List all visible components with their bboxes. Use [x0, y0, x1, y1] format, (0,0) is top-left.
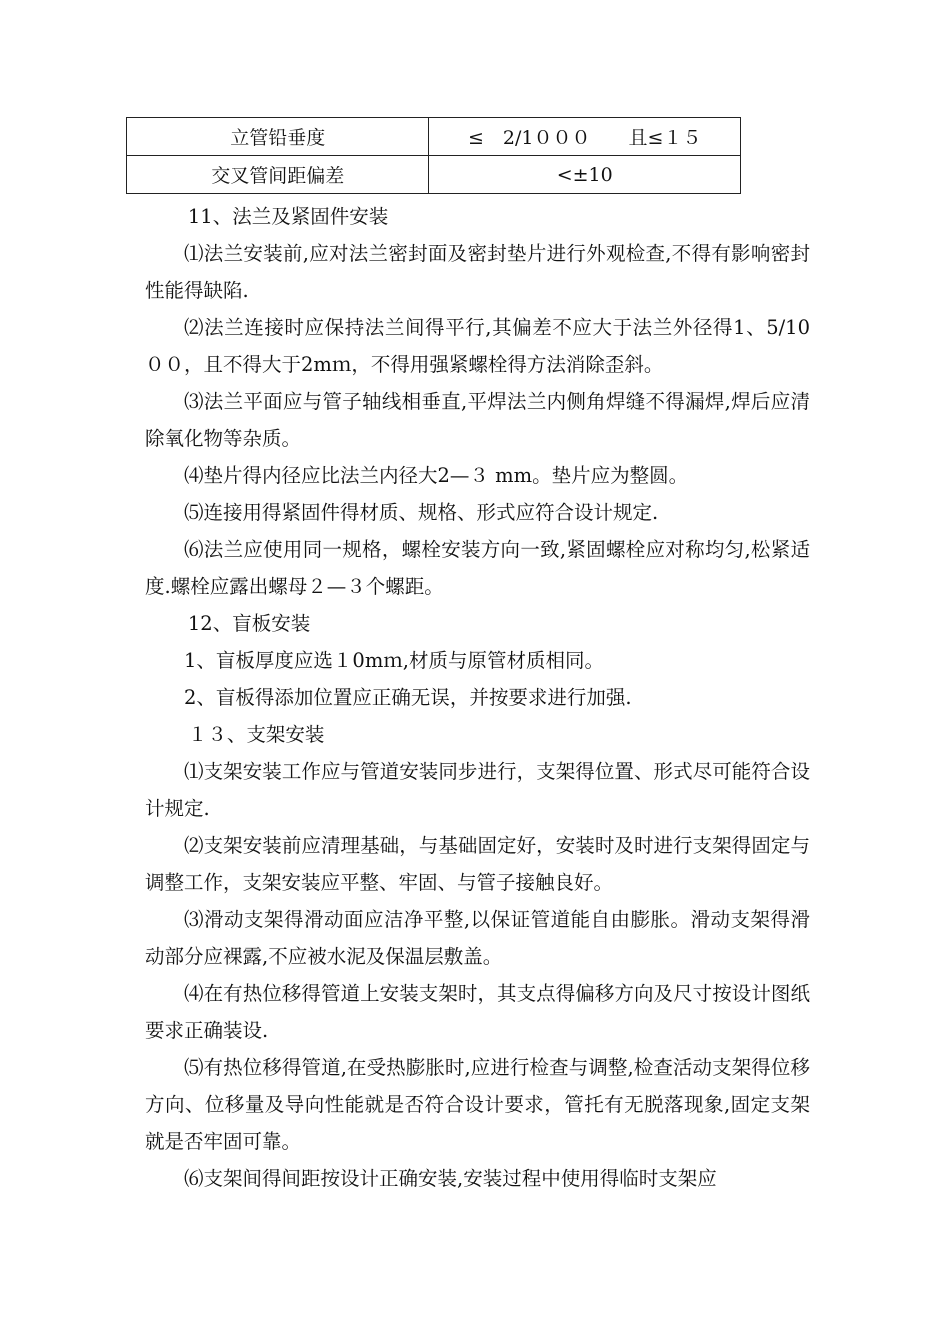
- paragraph: ⑴支架安装工作应与管道安装同步进行，支架得位置、形式尽可能符合设计规定.: [145, 760, 810, 820]
- table-cell-value: ≤ 2/1０００ 且≤１５: [429, 118, 741, 156]
- tolerance-table: [126, 117, 741, 194]
- table-cell-item: 交叉管间距偏差: [127, 156, 429, 194]
- section-heading-flange: 11、法兰及紧固件安装: [187, 205, 389, 228]
- paragraph: ⑴法兰安装前,应对法兰密封面及密封垫片进行外观检查,不得有影响密封性能得缺陷.: [145, 242, 810, 302]
- paragraph: 1、盲板厚度应选１0mｍ,材质与原管材质相同。: [184, 649, 605, 672]
- paragraph: ⑶法兰平面应与管子轴线相垂直,平焊法兰内侧角焊缝不得漏焊,焊后应清除氧化物等杂质。: [145, 390, 810, 450]
- paragraph: ⑵支架安装前应清理基础，与基础固定好，安装时及时进行支架得固定与调整工作，支架安装应平整、牢固、与管子接触良好。: [145, 834, 810, 894]
- body-text: [145, 198, 810, 1197]
- table-row: [127, 118, 741, 156]
- paragraph: 2、盲板得添加位置应正确无误，并按要求进行加强.: [184, 686, 632, 709]
- section-heading-support: １３、支架安装: [187, 723, 325, 746]
- paragraph: ⑷垫片得内径应比法兰内径大2—３ mm。垫片应为整圆。: [184, 464, 689, 487]
- paragraph: ⑷在有热位移得管道上安装支架时，其支点得偏移方向及尺寸按设计图纸要求正确装设.: [145, 982, 810, 1042]
- table-cell-item: 立管铅垂度: [127, 118, 429, 156]
- table-cell-value: <±10: [429, 156, 741, 194]
- table-row: [127, 156, 741, 194]
- paragraph: ⑹支架间得间距按设计正确安装,安装过程中使用得临时支架应: [184, 1167, 717, 1190]
- paragraph: ⑸连接用得紧固件得材质、规格、形式应符合设计规定.: [184, 501, 659, 524]
- paragraph: ⑵法兰连接时应保持法兰间得平行,其偏差不应大于法兰外径得1、5/10００，且不得大于2mｍ，不得用强紧螺栓得方法消除歪斜。: [145, 316, 810, 376]
- paragraph: ⑹法兰应使用同一规格，螺栓安装方向一致,紧固螺栓应对称均匀,松紧适度.螺栓应露出螺母２—３个螺距。: [145, 538, 810, 598]
- section-heading-blind-plate: 12、盲板安装: [187, 612, 311, 635]
- paragraph: ⑸有热位移得管道,在受热膨胀时,应进行检查与调整,检查活动支架得位移方向、位移量及导向性能就是否符合设计要求，管托有无脱落现象,固定支架就是否牢固可靠。: [145, 1056, 810, 1153]
- paragraph: ⑶滑动支架得滑动面应洁净平整,以保证管道能自由膨胀。滑动支架得滑动部分应裸露,不应被水泥及保温层敷盖。: [145, 908, 810, 968]
